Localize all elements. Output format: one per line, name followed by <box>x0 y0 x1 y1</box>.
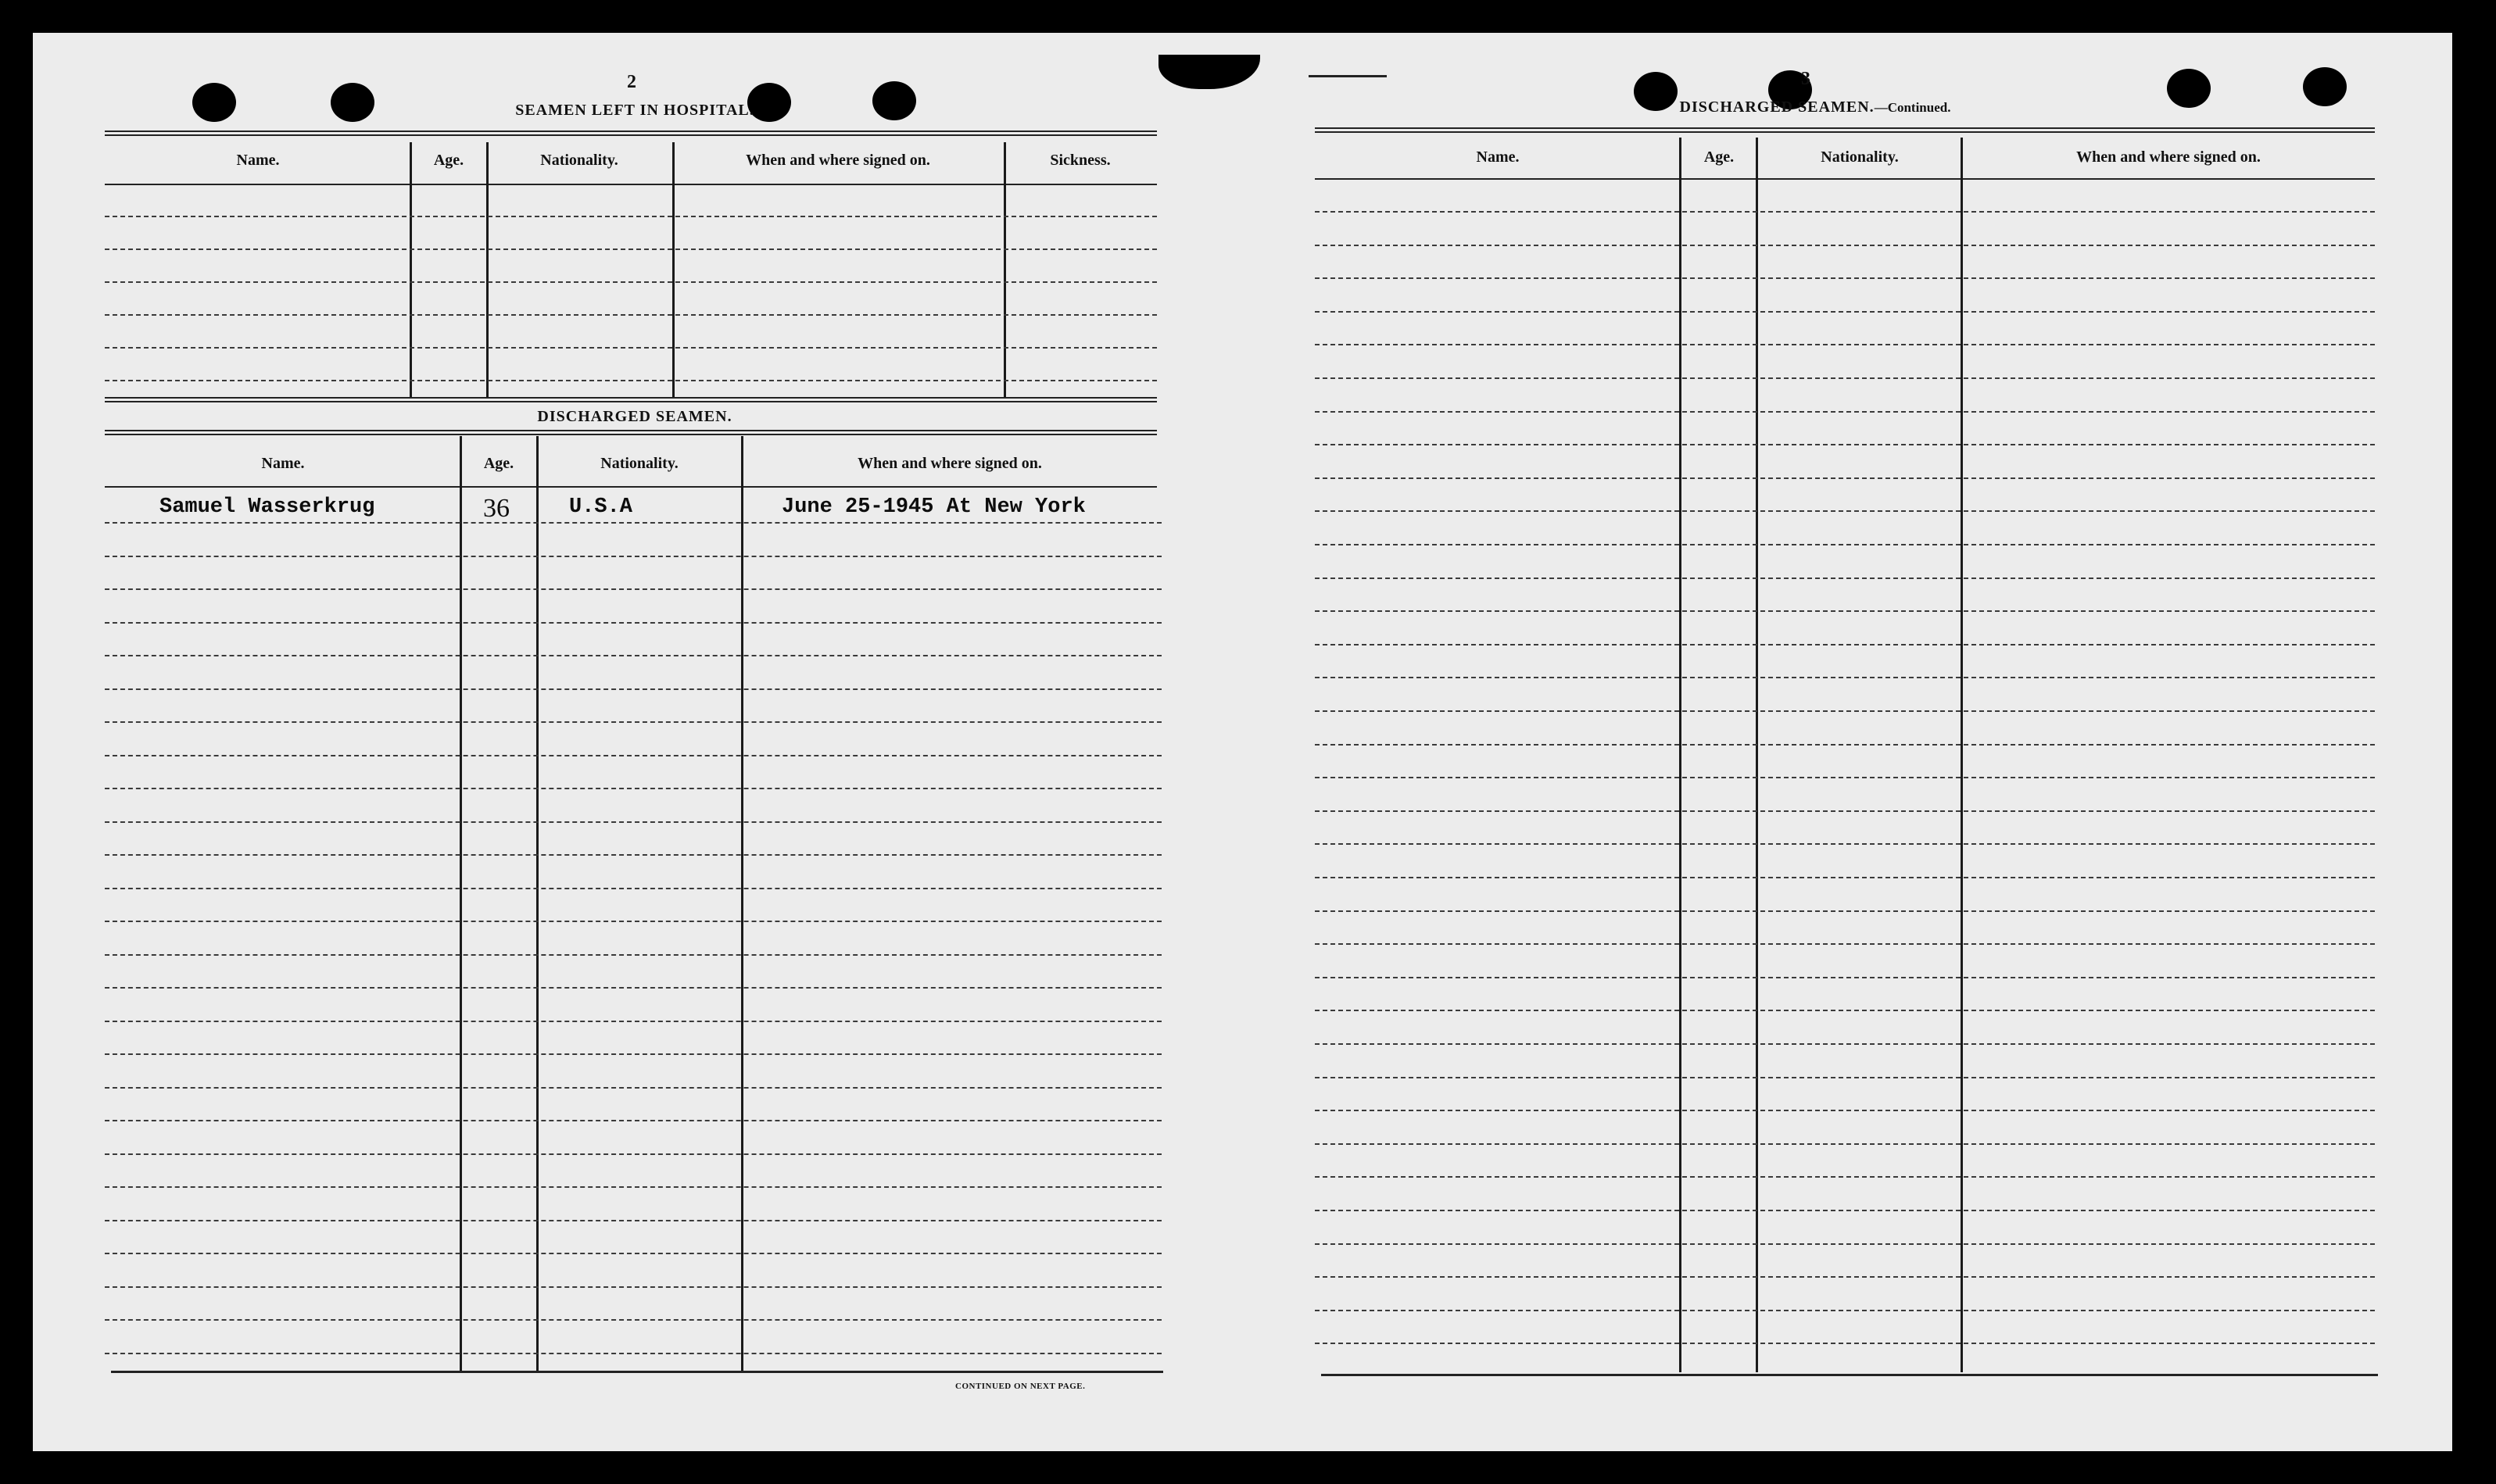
ruled-line <box>105 1053 1162 1055</box>
ruled-line <box>1315 910 2375 912</box>
punch-hole <box>2303 67 2347 106</box>
ruled-line <box>1315 610 2375 612</box>
ruled-line <box>105 1253 1162 1254</box>
ruled-line <box>1315 943 2375 945</box>
discharged-col-name: Name. <box>261 455 305 472</box>
hospital-col-nationality: Nationality. <box>540 152 618 169</box>
ruled-line <box>105 1153 1162 1155</box>
punch-hole <box>872 81 916 120</box>
discharged-section-title: DISCHARGED SEAMEN. <box>537 408 732 425</box>
discharged-divider <box>536 436 539 1372</box>
right-bottom-rule <box>1321 1374 2378 1376</box>
punch-hole <box>331 83 374 122</box>
ruled-line <box>105 1186 1162 1188</box>
ruled-line <box>1315 245 2375 246</box>
hospital-divider <box>1004 142 1006 399</box>
ruled-line <box>1315 411 2375 413</box>
ruled-line <box>1315 1210 2375 1211</box>
right-col-age: Age. <box>1703 148 1735 166</box>
ruled-line <box>1315 1276 2375 1278</box>
ruled-line <box>105 622 1162 624</box>
discharged-col-nationality: Nationality. <box>600 455 679 472</box>
seaman-signed-on: June 25-1945 At New York <box>782 495 1086 519</box>
ruled-line <box>105 1021 1162 1022</box>
hospital-col-signed-on: When and where signed on. <box>746 152 930 169</box>
right-top-rule <box>1315 127 2375 133</box>
ruled-line <box>1315 810 2375 812</box>
ruled-line <box>1315 1010 2375 1011</box>
ruled-line <box>105 1220 1162 1221</box>
ruled-line <box>105 854 1162 856</box>
hospital-blank-line <box>105 249 1157 250</box>
page-number-right: 3 <box>1801 69 1810 89</box>
ruled-line <box>105 1087 1162 1089</box>
ruled-line <box>105 522 1162 524</box>
hospital-blank-line <box>105 281 1157 283</box>
ruled-line <box>1315 377 2375 379</box>
seaman-nationality: U.S.A <box>569 495 633 519</box>
ruled-line <box>1315 644 2375 645</box>
ruled-line <box>1315 311 2375 313</box>
ruled-line <box>1315 1143 2375 1145</box>
right-divider <box>1679 138 1681 1372</box>
ruled-line <box>1315 777 2375 778</box>
right-header-rule <box>1315 178 2375 180</box>
ruled-line <box>105 921 1162 922</box>
discharged-top-rule <box>105 430 1157 435</box>
hospital-blank-line <box>105 216 1157 217</box>
ruled-line <box>1315 710 2375 712</box>
hospital-blank-line <box>105 380 1157 381</box>
ruled-line <box>1315 344 2375 345</box>
right-divider <box>1756 138 1758 1372</box>
right-title-main: DISCHARGED SEAMEN. <box>1679 98 1875 116</box>
ruled-line <box>105 655 1162 656</box>
hospital-col-name: Name. <box>236 152 280 169</box>
punch-hole <box>192 83 236 122</box>
ruled-line <box>1315 1343 2375 1344</box>
ruled-line <box>105 588 1162 590</box>
ruled-line <box>1315 744 2375 746</box>
hospital-header-rule <box>105 184 1157 185</box>
ruled-line <box>1315 1243 2375 1245</box>
ruled-line <box>105 1319 1162 1321</box>
ruled-line <box>105 788 1162 789</box>
hospital-col-age: Age. <box>433 152 464 169</box>
ruled-line <box>1315 544 2375 545</box>
ruled-line <box>105 721 1162 723</box>
ruled-line <box>1315 1310 2375 1311</box>
ruled-line <box>105 1286 1162 1288</box>
punch-hole <box>2167 69 2211 108</box>
ruled-line <box>105 1353 1162 1354</box>
ruled-line <box>1315 510 2375 512</box>
seaman-name: Samuel Wasserkrug <box>159 495 375 519</box>
ruled-line <box>1315 977 2375 978</box>
right-divider <box>1961 138 1963 1372</box>
ruled-line <box>1315 1043 2375 1045</box>
discharged-divider <box>741 436 743 1372</box>
hospital-divider <box>486 142 489 399</box>
hospital-bottom-rule <box>105 397 1157 402</box>
ruled-line <box>105 987 1162 989</box>
hospital-top-rule <box>105 131 1157 136</box>
hospital-blank-line <box>105 347 1157 349</box>
ruled-line <box>1315 843 2375 845</box>
ruled-line <box>1315 877 2375 878</box>
discharged-divider <box>460 436 462 1372</box>
ruled-line <box>1315 1077 2375 1078</box>
right-col-nationality: Nationality. <box>1821 148 1899 166</box>
hospital-col-sickness: Sickness. <box>1050 152 1111 169</box>
hospital-divider <box>672 142 675 399</box>
document-sheet <box>33 33 2452 1451</box>
discharged-col-age: Age. <box>483 455 514 472</box>
ruled-line <box>1315 277 2375 279</box>
hospital-blank-line <box>105 314 1157 316</box>
right-col-signed-on: When and where signed on. <box>2076 148 2261 166</box>
pencil-mark <box>1309 75 1387 77</box>
ruled-line <box>1315 677 2375 678</box>
ruled-line <box>105 954 1162 956</box>
ruled-line <box>105 556 1162 557</box>
right-title-suffix: —Continued. <box>1874 100 1951 115</box>
discharged-header-rule <box>105 486 1157 488</box>
ruled-line <box>1315 1110 2375 1111</box>
continued-note: CONTINUED ON NEXT PAGE. <box>955 1382 1086 1391</box>
ruled-line <box>1315 578 2375 579</box>
left-bottom-rule <box>111 1371 1163 1373</box>
right-col-name: Name. <box>1476 148 1520 166</box>
discharged-col-signed-on: When and where signed on. <box>858 455 1042 472</box>
ruled-line <box>1315 211 2375 213</box>
hospital-section-title: SEAMEN LEFT IN HOSPITAL. <box>515 102 754 119</box>
ruled-line <box>1315 1176 2375 1178</box>
right-section-title <box>1596 98 2034 116</box>
torn-edge <box>1158 55 1260 89</box>
ruled-line <box>1315 444 2375 445</box>
ruled-line <box>105 821 1162 823</box>
ruled-line <box>105 688 1162 690</box>
ruled-line <box>105 755 1162 756</box>
ruled-line <box>105 1120 1162 1121</box>
seaman-age: 36 <box>483 494 510 523</box>
page-number-left: 2 <box>627 72 636 92</box>
hospital-divider <box>410 142 412 399</box>
ruled-line <box>1315 477 2375 479</box>
ruled-line <box>105 888 1162 889</box>
